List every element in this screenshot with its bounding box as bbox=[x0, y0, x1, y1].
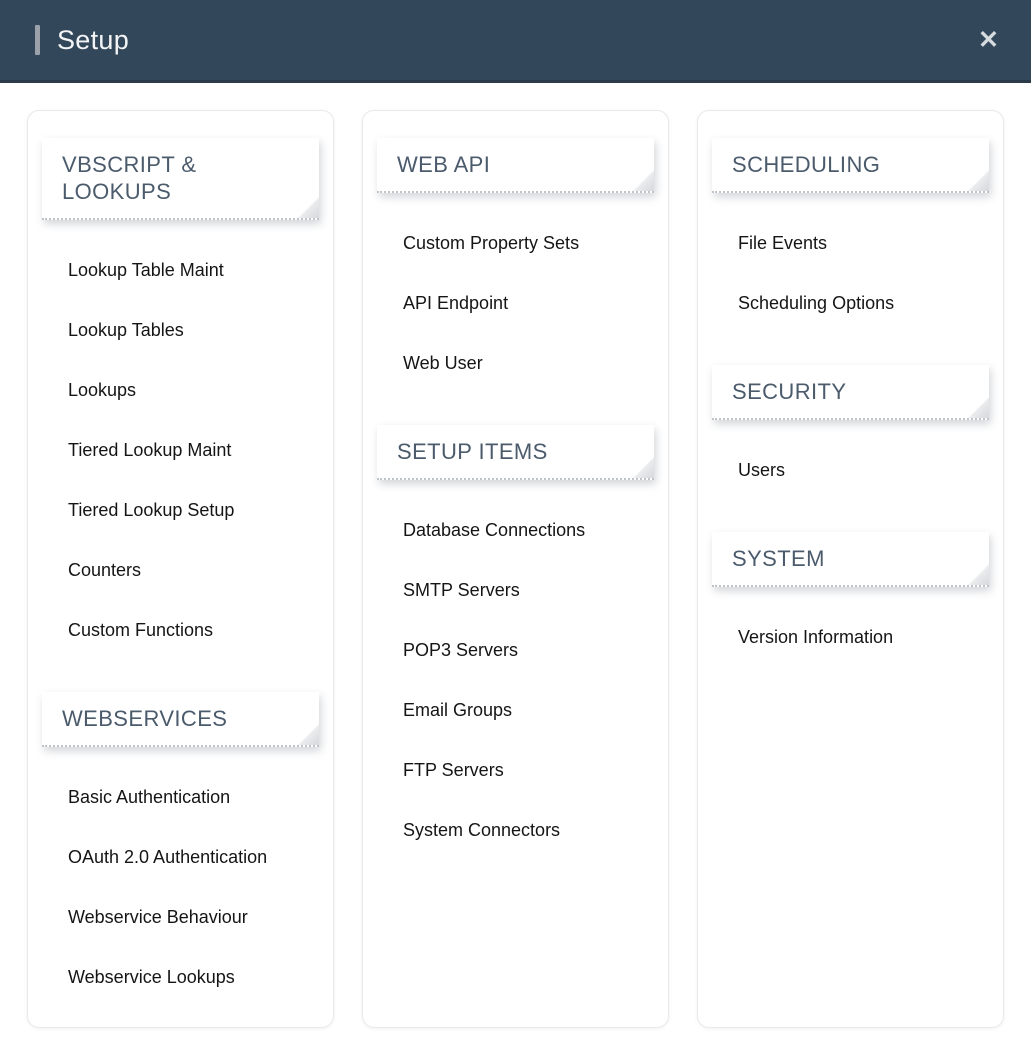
group-items-scheduling bbox=[698, 213, 1003, 333]
menu-item-custom-property-sets[interactable]: Custom Property Sets bbox=[403, 232, 580, 253]
group-system bbox=[698, 532, 1003, 667]
group-items-system bbox=[698, 607, 1003, 667]
menu-item-database-connections[interactable]: Database Connections bbox=[403, 519, 586, 540]
menu-item-custom-functions[interactable]: Custom Functions bbox=[68, 619, 214, 640]
menu-item-lookup-table-maint[interactable]: Lookup Table Maint bbox=[68, 259, 224, 280]
setup-menu-content bbox=[0, 83, 1031, 1046]
group-title-setup-items: SETUP ITEMS bbox=[377, 425, 654, 480]
menu-item-ftp-servers[interactable]: FTP Servers bbox=[403, 759, 504, 780]
group-webservices bbox=[28, 692, 333, 1007]
column-vbscript-webservices bbox=[27, 110, 334, 1028]
group-vbscript-lookups bbox=[28, 138, 333, 660]
menu-item-users[interactable]: Users bbox=[738, 459, 786, 480]
menu-item-email-groups[interactable]: Email Groups bbox=[403, 699, 513, 720]
menu-item-web-user[interactable]: Web User bbox=[403, 352, 483, 373]
group-items-web-api bbox=[363, 213, 668, 393]
menu-item-tiered-lookup-setup[interactable]: Tiered Lookup Setup bbox=[68, 499, 235, 520]
menu-item-counters[interactable]: Counters bbox=[68, 559, 142, 580]
group-security bbox=[698, 365, 1003, 500]
group-items-webservices bbox=[28, 767, 333, 1007]
column-scheduling-security-system bbox=[697, 110, 1004, 1028]
menu-item-version-information[interactable]: Version Information bbox=[738, 626, 894, 647]
group-title-webservices: WEBSERVICES bbox=[42, 692, 319, 747]
menu-item-scheduling-options[interactable]: Scheduling Options bbox=[738, 292, 895, 313]
group-title-vbscript-lookups: VBSCRIPT & LOOKUPS bbox=[42, 138, 319, 220]
setup-dialog-titlebar bbox=[0, 0, 1031, 83]
menu-item-tiered-lookup-maint[interactable]: Tiered Lookup Maint bbox=[68, 439, 232, 460]
menu-item-lookups[interactable]: Lookups bbox=[68, 379, 137, 400]
group-web-api bbox=[363, 138, 668, 393]
group-title-system: SYSTEM bbox=[712, 532, 989, 587]
column-webapi-setupitems bbox=[362, 110, 669, 1028]
dialog-title: Setup bbox=[57, 24, 130, 55]
menu-item-smtp-servers[interactable]: SMTP Servers bbox=[403, 579, 520, 600]
menu-item-oauth-authentication[interactable]: OAuth 2.0 Authentication bbox=[68, 846, 268, 867]
menu-item-pop3-servers[interactable]: POP3 Servers bbox=[403, 639, 519, 660]
menu-item-file-events[interactable]: File Events bbox=[738, 232, 828, 253]
title-accent-bar bbox=[35, 25, 40, 55]
group-scheduling bbox=[698, 138, 1003, 333]
menu-item-webservice-behaviour[interactable]: Webservice Behaviour bbox=[68, 906, 248, 927]
menu-item-lookup-tables[interactable]: Lookup Tables bbox=[68, 319, 184, 340]
group-title-web-api: WEB API bbox=[377, 138, 654, 193]
menu-item-webservice-lookups[interactable]: Webservice Lookups bbox=[68, 966, 235, 987]
group-title-scheduling: SCHEDULING bbox=[712, 138, 989, 193]
menu-item-basic-authentication[interactable]: Basic Authentication bbox=[68, 786, 231, 807]
menu-item-api-endpoint[interactable]: API Endpoint bbox=[403, 292, 509, 313]
menu-item-system-connectors[interactable]: System Connectors bbox=[403, 819, 561, 840]
group-items-security bbox=[698, 440, 1003, 500]
group-items-setup-items bbox=[363, 500, 668, 860]
group-items-vbscript-lookups bbox=[28, 240, 333, 660]
group-title-security: SECURITY bbox=[712, 365, 989, 420]
group-setup-items bbox=[363, 425, 668, 860]
close-icon[interactable]: ✕ bbox=[972, 24, 1005, 57]
